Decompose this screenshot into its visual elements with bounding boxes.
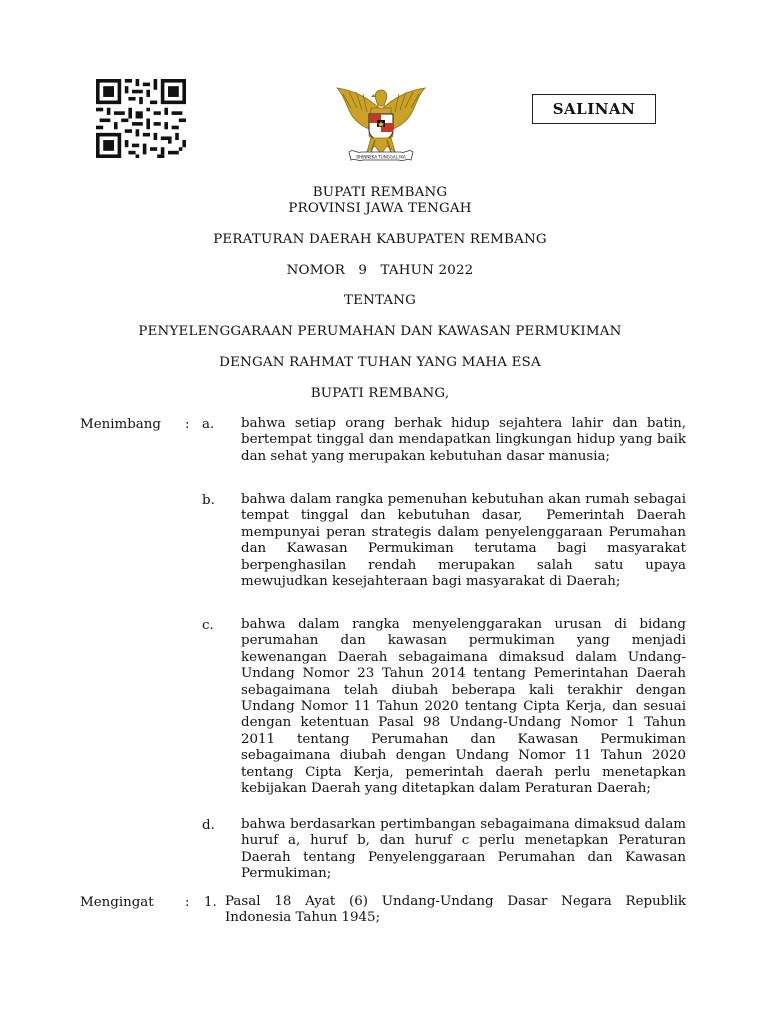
menimbang-label: Menimbang <box>80 417 161 432</box>
menimbang-item-a: bahwa setiap orang berhak hidup sejahtera lahir dan batin, bertempat tinggal dan mendapatkan lingkungan hidup yang baik dan sehat yang merupakan kebutuhan dasar manusia; <box>241 416 686 464</box>
menimbang-letter-d: d. <box>202 818 215 833</box>
menimbang-letter-a: a. <box>202 417 215 432</box>
emblem-motto: BHINNEKA TUNGGAL IKA <box>356 154 406 160</box>
salinan-stamp: SALINAN <box>532 94 656 124</box>
mengingat-colon: : <box>185 895 190 910</box>
title-regent: BUPATI REMBANG <box>312 185 448 200</box>
mengingat-label: Mengingat <box>80 895 154 910</box>
title-subject: PENYELENGGARAAN PERUMAHAN DAN KAWASAN PERMUKIMAN <box>138 324 622 339</box>
menimbang-item-b: bahwa dalam rangka pemenuhan kebutuhan akan rumah sebagai tempat tinggal dan kebutuhan dasar, Pemerintah Daerah mempunyai peran strategis dalam penyelenggaraan Perumahan dan Kawasan Permukiman terutama bagi masyarakat berpenghasilan rendah merupakan salah satu upaya mewujudkan kesejahteraan bagi masyarakat di Daerah; <box>241 492 691 590</box>
menimbang-item-c: bahwa dalam rangka menyelenggarakan urusan di bidang perumahan dan kawasan permukiman yang menjadi kewenangan Daerah sebagaimana dimaksud dalam Undang-Undang Nomor 23 Tahun 2014 tentang Pemerintahan Daerah sebagaimana telah diubah beberapa kali terakhir dengan Undang Nomor 11 Tahun 2020 tentang Cipta Kerja, dan sesuai dengan ketentuan Pasal 98 Undang-Undang Nomor 1 Tahun 2011 tentang Perumahan dan Kawasan Permukiman sebagaimana diubah dengan Undang Nomor 11 Tahun 2020 tentang Cipta Kerja, pemerintah daerah perlu menetapkan kebijakan Daerah yang ditetapkan dalam Peraturan Daerah; <box>241 617 686 797</box>
title-regulation: PERATURAN DAERAH KABUPATEN REMBANG <box>213 232 547 247</box>
menimbang-letter-c: c. <box>202 618 214 633</box>
mengingat-item-1: Pasal 18 Ayat (6) Undang-Undang Dasar Negara Republik Indonesia Tahun 1945; <box>225 894 686 926</box>
title-about: TENTANG <box>343 293 417 308</box>
title-regent-sign: BUPATI REMBANG, <box>310 386 450 401</box>
menimbang-letter-b: b. <box>202 493 215 508</box>
menimbang-item-d: bahwa berdasarkan pertimbangan sebagaimana dimaksud dalam huruf a, huruf b, dan huruf c perlu menetapkan Peraturan Daerah tentang Penyelenggaraan Perumahan dan Kawasan Permukiman; <box>241 817 686 882</box>
title-province: PROVINSI JAWA TENGAH <box>288 201 472 216</box>
mengingat-num-1: 1. <box>204 895 217 910</box>
garuda-emblem-icon <box>331 80 431 166</box>
qr-code <box>96 79 186 158</box>
title-blessing: DENGAN RAHMAT TUHAN YANG MAHA ESA <box>219 355 541 370</box>
menimbang-colon: : <box>185 417 190 432</box>
title-number: NOMOR 9 TAHUN 2022 <box>286 263 474 278</box>
